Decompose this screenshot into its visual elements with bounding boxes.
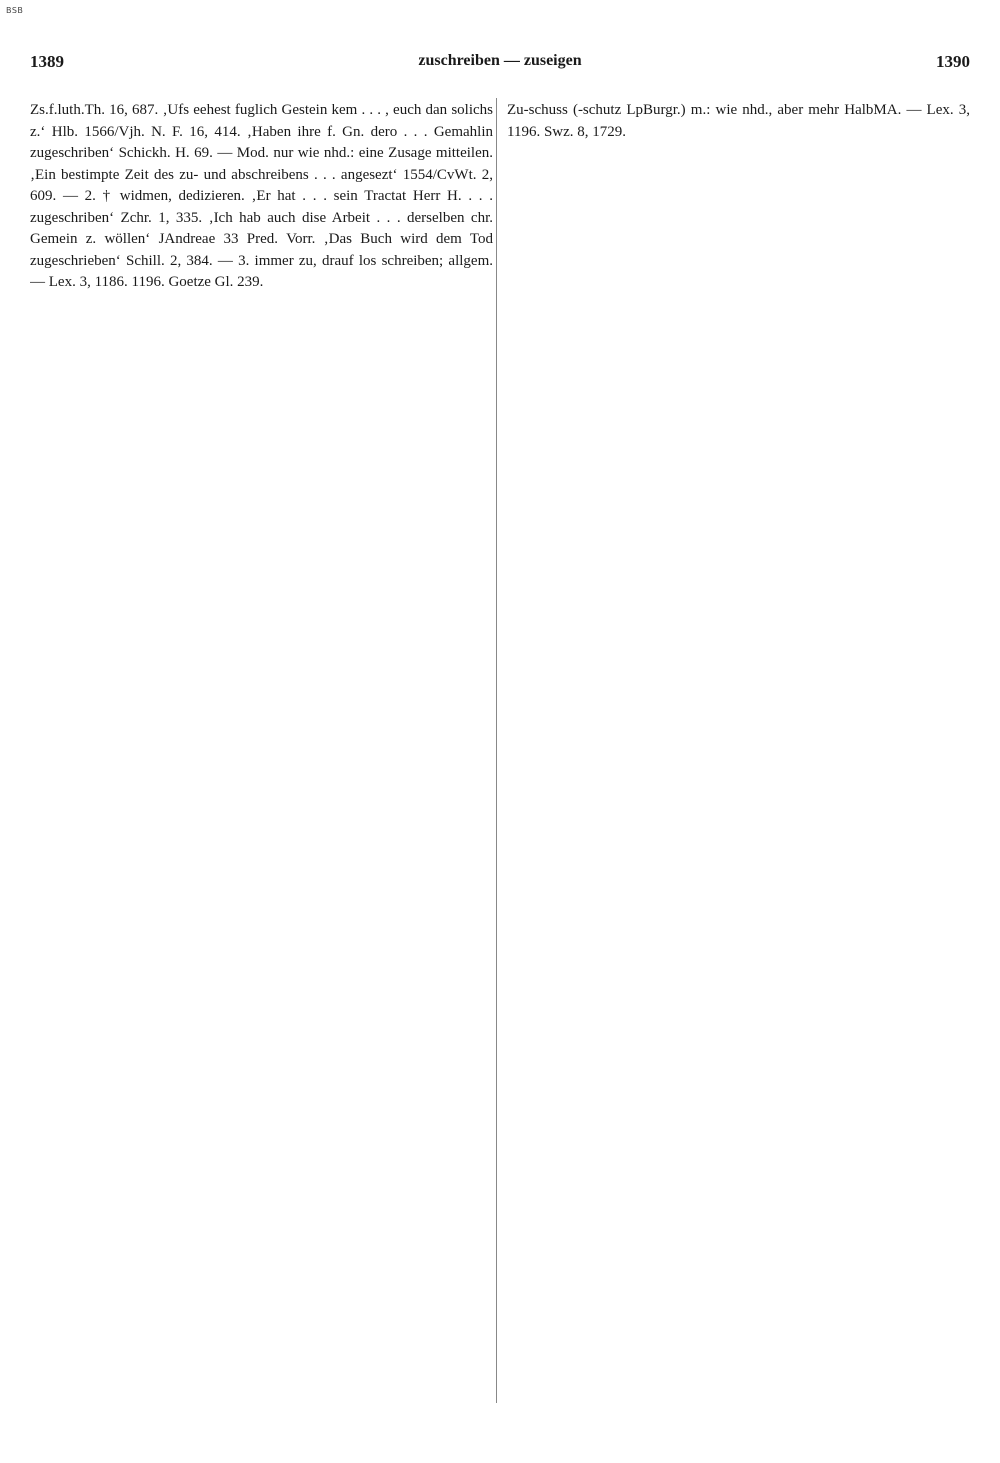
column-divider [496,98,497,1403]
entry-paragraph: Zu-schuss (-schutz LpBurgr.) m.: wie nhd., aber mehr HalbMA. — Lex. 3, 1196. Swz. 8, 1729. [507,102,970,140]
left-column [30,100,493,1403]
page-header [30,52,970,76]
left-page-number: 1389 [30,52,64,71]
running-title: zuschreiben — zuseigen [418,52,582,69]
entry-paragraph: Zs.f.luth.Th. 16, 687. ‚Ufs eehest fuglich Gestein kem . . . , euch dan solichs z.‘ Hlb. 1566/Vjh. N. F. 16, 414. ‚Haben ihre f. Gn. dero . . . Gemahlin zugeschriben‘ Schickh. H. 69. — Mod. nur wie nhd.: eine Zusage mitteilen. ‚Ein bestimpte Zeit des zu- und abschreibens . . . angesezt‘ 1554/CvWt. 2, 609. — 2. † widmen, dedizieren. ‚Er hat . . . sein Tractat Herr H. . . . zugeschriben‘ Zchr. 1, 335. ‚Ich hab auch dise Arbeit . . . derselben chr. Gemein z. wöllen‘ JAndreae 33 Pred. Vorr. ‚Das Buch wird dem Tod zugeschrieben‘ Schill. 2, 384. — 3. immer zu, drauf los schreiben; allgem. — Lex. 3, 1186. 1196. Goetze Gl. 239. [30,102,493,290]
library-watermark: BSB [6,6,24,15]
right-column [507,100,970,1403]
right-page-number: 1390 [936,52,970,71]
